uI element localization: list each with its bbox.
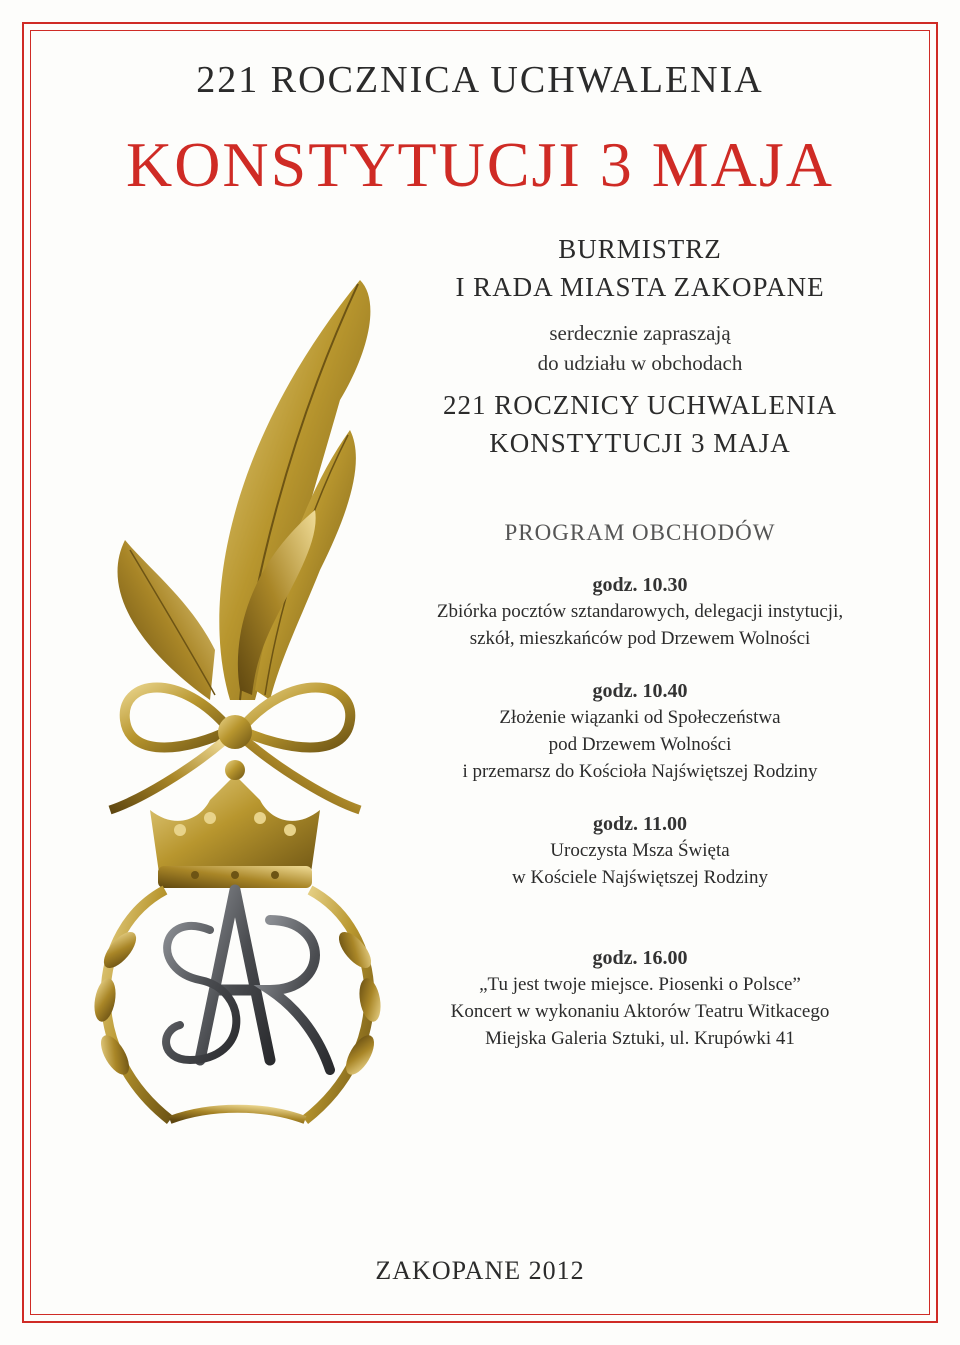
program-item <box>400 678 880 785</box>
program-description-line: w Kościele Najświętszej Rodziny <box>512 867 768 888</box>
program-time: godz. 10.40 <box>592 680 688 702</box>
event-title-line: 221 ROCZNICY UCHWALENIA <box>443 390 837 420</box>
invitation-line: do udziału w obchodach <box>537 351 743 375</box>
program-description-line: Zbiórka pocztów sztandarowych, delegacji instytucji, <box>436 601 844 622</box>
organizer-line: BURMISTRZ <box>558 234 722 264</box>
event-title <box>400 386 880 462</box>
program-description-line: Uroczysta Msza Święta <box>550 840 730 861</box>
program-description-line: i przemarsz do Kościoła Najświętszej Rodziny <box>462 761 818 782</box>
program-time: godz. 16.00 <box>592 947 688 969</box>
program-description-line: pod Drzewem Wolności <box>548 734 732 755</box>
footer-place-year: ZAKOPANE 2012 <box>375 1256 585 1285</box>
program-description-line: „Tu jest twoje miejsce. Piosenki o Polsce” <box>479 974 801 995</box>
program-item <box>400 572 880 652</box>
sar-monogram <box>166 890 330 1070</box>
header-subtitle: 221 ROCZNICA UCHWALENIA <box>196 59 764 101</box>
program-description-line: szkół, mieszkańców pod Drzewem Wolności <box>469 628 811 649</box>
program-item <box>400 811 880 891</box>
organizer-line: I RADA MIASTA ZAKOPANE <box>455 272 825 302</box>
program-time: godz. 10.30 <box>592 574 688 596</box>
feather-crown-monogram-emblem-icon <box>80 270 400 1140</box>
invitation-text <box>400 318 880 378</box>
invitation-line: serdecznie zapraszają <box>549 321 731 345</box>
program-time: godz. 11.00 <box>593 813 687 835</box>
program-heading: PROGRAM OBCHODÓW <box>504 520 776 545</box>
program-description-line: Miejska Galeria Sztuki, ul. Krupówki 41 <box>485 1028 795 1049</box>
program-item <box>400 945 880 1052</box>
program-description-line: Koncert w wykonaniu Aktorów Teatru Witkacego <box>450 1001 830 1022</box>
header-title: KONSTYTUCJI 3 MAJA <box>125 129 835 200</box>
main-content <box>400 230 880 1052</box>
organizer <box>400 230 880 306</box>
event-title-line: KONSTYTUCJI 3 MAJA <box>489 428 791 458</box>
program-description-line: Złożenie wiązanki od Społeczeństwa <box>499 707 781 728</box>
left-feather <box>118 540 215 700</box>
